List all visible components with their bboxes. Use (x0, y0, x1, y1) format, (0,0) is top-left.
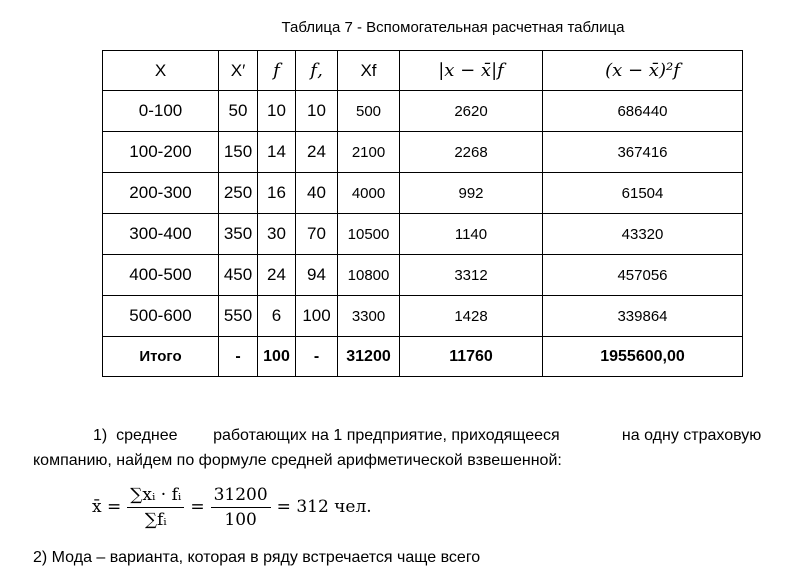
cell-midpoint: 150 (219, 132, 258, 173)
cell-frequency: 16 (258, 173, 296, 214)
formula-fraction-numeric (211, 485, 271, 530)
paragraph-mean (33, 423, 778, 473)
paragraph-mean-line2: компанию, найдем по формуле средней арифметической взвешенной: (33, 452, 562, 469)
cell-interval: 400-500 (103, 255, 219, 296)
cell-interval: 100-200 (103, 132, 219, 173)
paragraph-mode: 2) Мода – варианта, которая в ряду встречается чаще всего (33, 549, 481, 566)
header-sq-deviation: (x − x̄)²f (543, 51, 743, 91)
formula-result: = 312 чел. (276, 497, 372, 517)
cell-xf: 10800 (338, 255, 400, 296)
header-x: X (103, 51, 219, 91)
cell-cumulative: 10 (296, 91, 338, 132)
cell-midpoint: 250 (219, 173, 258, 214)
cell-xf: 500 (338, 91, 400, 132)
cell-cumulative: 100 (296, 296, 338, 337)
cell-cumulative: 24 (296, 132, 338, 173)
cell-interval: 0-100 (103, 91, 219, 132)
cell-xf: 2100 (338, 132, 400, 173)
cell-sq-deviation: 339864 (543, 296, 743, 337)
formula-lhs: x̄ = (92, 497, 122, 517)
cell-midpoint: 450 (219, 255, 258, 296)
table-row (103, 173, 743, 214)
cell-interval: 300-400 (103, 214, 219, 255)
header-f-cumulative: f‚ (296, 51, 338, 91)
cell-frequency: 6 (258, 296, 296, 337)
cell-frequency: 24 (258, 255, 296, 296)
header-x-prime: X′ (219, 51, 258, 91)
cell-interval: 500-600 (103, 296, 219, 337)
total-sq-deviation: 1955600,00 (543, 337, 743, 377)
cell-abs-deviation: 1140 (400, 214, 543, 255)
formula-denominator: ∑fᵢ (144, 509, 167, 530)
cell-midpoint: 550 (219, 296, 258, 337)
cell-sq-deviation: 367416 (543, 132, 743, 173)
header-xf: Xf (338, 51, 400, 91)
cell-xf: 3300 (338, 296, 400, 337)
calculation-table (102, 50, 743, 377)
total-label: Итого (103, 337, 219, 377)
cell-abs-deviation: 992 (400, 173, 543, 214)
cell-abs-deviation: 2620 (400, 91, 543, 132)
table-row (103, 296, 743, 337)
cell-interval: 200-300 (103, 173, 219, 214)
formula-fraction-symbolic (127, 485, 184, 530)
cell-xf: 4000 (338, 173, 400, 214)
cell-cumulative: 40 (296, 173, 338, 214)
table-row (103, 255, 743, 296)
total-frequency: 100 (258, 337, 296, 377)
total-midpoint: - (219, 337, 258, 377)
cell-frequency: 10 (258, 91, 296, 132)
cell-xf: 10500 (338, 214, 400, 255)
table-row (103, 214, 743, 255)
cell-midpoint: 350 (219, 214, 258, 255)
table-header-row (103, 51, 743, 91)
header-abs-deviation: |x − x̄|f (400, 51, 543, 91)
table-row (103, 132, 743, 173)
cell-sq-deviation: 43320 (543, 214, 743, 255)
total-cumulative: - (296, 337, 338, 377)
formula-equals: = (190, 497, 205, 517)
formula-numeric-numerator: 31200 (211, 485, 271, 508)
mean-formula (92, 482, 372, 532)
cell-cumulative: 70 (296, 214, 338, 255)
cell-frequency: 30 (258, 214, 296, 255)
cell-cumulative: 94 (296, 255, 338, 296)
total-abs-deviation: 11760 (400, 337, 543, 377)
total-xf: 31200 (338, 337, 400, 377)
table-total-row (103, 337, 743, 377)
header-f: f (258, 51, 296, 91)
cell-abs-deviation: 3312 (400, 255, 543, 296)
cell-abs-deviation: 1428 (400, 296, 543, 337)
table-caption: Таблица 7 - Вспомогательная расчетная таблица (281, 19, 625, 36)
cell-abs-deviation: 2268 (400, 132, 543, 173)
table-row (103, 91, 743, 132)
paragraph-mean-line1: 1) среднее работающих на 1 предприятие, приходящееся на одну страховую (93, 427, 762, 444)
cell-sq-deviation: 61504 (543, 173, 743, 214)
formula-numeric-denominator: 100 (224, 509, 257, 530)
cell-frequency: 14 (258, 132, 296, 173)
formula-numerator: ∑xᵢ · fᵢ (127, 485, 184, 508)
cell-midpoint: 50 (219, 91, 258, 132)
cell-sq-deviation: 457056 (543, 255, 743, 296)
cell-sq-deviation: 686440 (543, 91, 743, 132)
